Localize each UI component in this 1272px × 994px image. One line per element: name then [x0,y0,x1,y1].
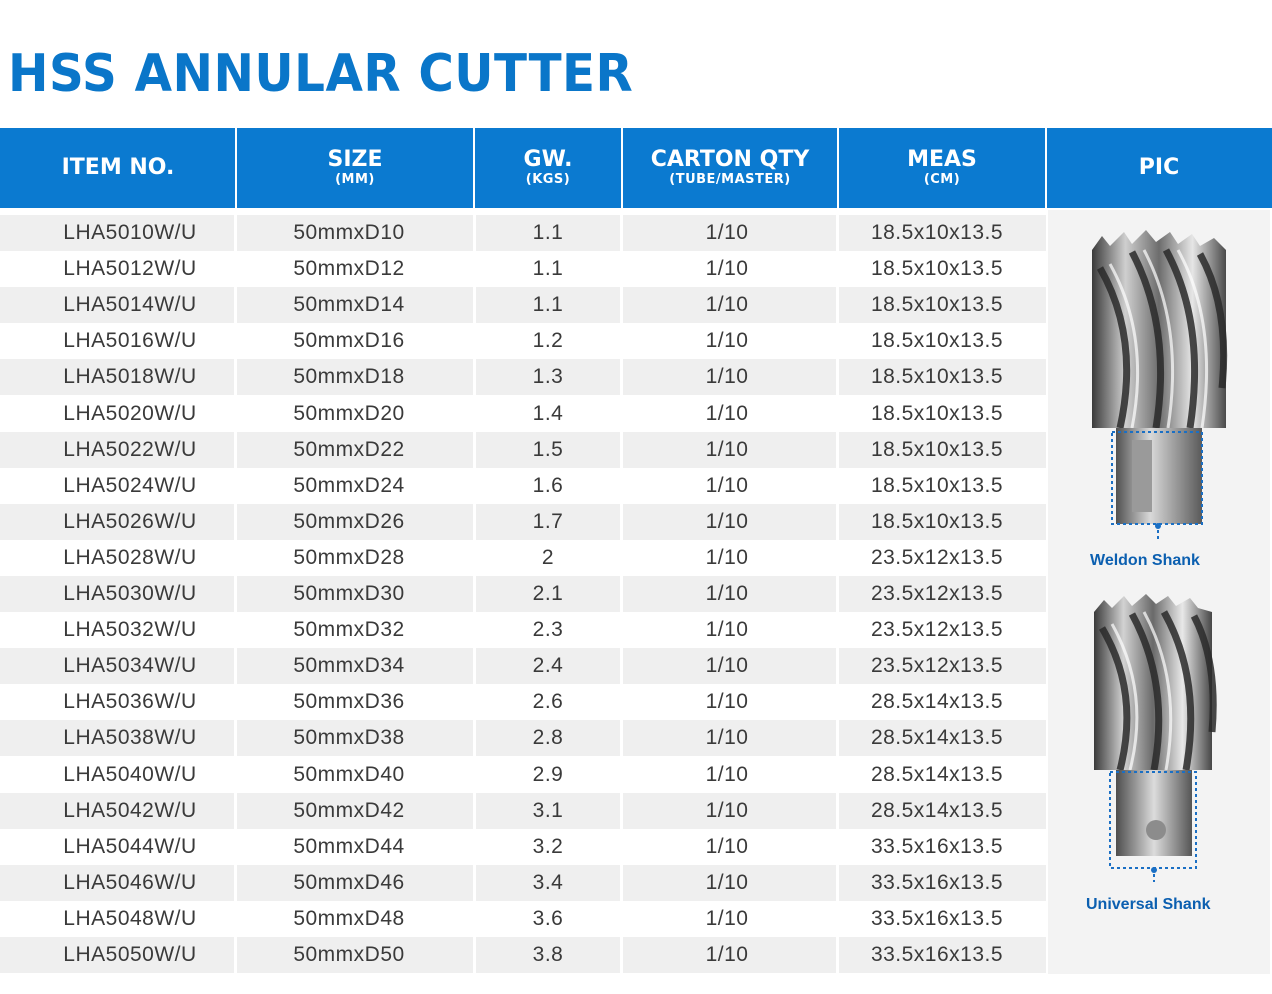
table-header [0,128,1272,208]
column-header-unit: (MM) [335,172,375,187]
table-row [0,432,1046,468]
page-title: HSS ANNULAR CUTTER [8,44,634,104]
meas-cell: 23.5x12x13.5 [870,582,1004,605]
carton-qty-cell: 1/10 [705,329,749,353]
item-no-cell: LHA5014W/U [63,293,197,317]
carton-qty-cell: 1/10 [705,545,749,569]
meas-cell: 18.5x10x13.5 [870,473,1004,497]
meas-cell: 18.5x10x13.5 [870,221,1004,244]
size-cell: 50mmxD32 [293,618,405,642]
column-header-unit: (KGS) [525,172,571,187]
meas-cell: 18.5x10x13.5 [870,329,1004,353]
table-row [0,865,1046,901]
gw-cell: 3.4 [532,870,564,894]
table-row [0,720,1046,756]
meas-cell: 23.5x12x13.5 [870,618,1004,642]
item-no-cell: LHA5030W/U [63,582,197,605]
column-header-unit: (TUBE/MASTER) [669,172,791,187]
item-no-cell: LHA5050W/U [63,943,197,966]
column-header-label: ITEM NO. [61,155,175,180]
item-no-cell: LHA5036W/U [63,690,197,714]
gw-cell: 3.8 [532,943,564,966]
header-divider [1045,128,1047,208]
meas-cell: 18.5x10x13.5 [870,365,1004,389]
column-header-label: PIC [1138,155,1180,180]
table-row [0,504,1046,540]
meas-cell: 28.5x14x13.5 [870,798,1004,822]
column-divider [836,210,839,974]
meas-cell: 23.5x12x13.5 [870,545,1004,569]
table-row [0,468,1046,504]
size-cell: 50mmxD28 [293,545,405,569]
carton-qty-cell: 1/10 [705,293,749,317]
column-header-label: SIZE [327,147,383,172]
column-header-size [236,128,474,208]
carton-qty-cell: 1/10 [705,798,749,822]
universal-shank-cutter-icon [1084,592,1224,882]
carton-qty-cell: 1/10 [705,906,749,930]
universal-shank-caption: Universal Shank [1086,896,1211,913]
carton-qty-cell: 1/10 [705,654,749,678]
gw-cell: 2.8 [532,726,564,750]
table-row [0,576,1046,612]
item-no-cell: LHA5042W/U [63,798,197,822]
carton-qty-cell: 1/10 [705,509,749,533]
item-no-cell: LHA5022W/U [63,437,197,461]
gw-cell: 1.7 [532,509,564,533]
carton-qty-cell: 1/10 [705,943,749,966]
item-no-cell: LHA5012W/U [63,257,197,281]
table-row [0,396,1046,432]
meas-cell: 18.5x10x13.5 [870,509,1004,533]
column-divider [620,210,623,974]
table-row [0,829,1046,865]
item-no-cell: LHA5024W/U [63,473,197,497]
carton-qty-cell: 1/10 [705,870,749,894]
table-row [0,323,1046,359]
carton-qty-cell: 1/10 [705,618,749,642]
column-divider [473,210,476,974]
size-cell: 50mmxD34 [293,654,405,678]
carton-qty-cell: 1/10 [705,437,749,461]
item-no-cell: LHA5038W/U [63,726,197,750]
meas-cell: 33.5x16x13.5 [870,906,1004,930]
gw-cell: 3.2 [532,834,564,858]
item-no-cell: LHA5046W/U [63,870,197,894]
table-row [0,215,1046,251]
size-cell: 50mmxD12 [293,257,405,281]
meas-cell: 33.5x16x13.5 [870,870,1004,894]
table-row [0,937,1046,973]
gw-cell: 1.1 [532,221,564,244]
carton-qty-cell: 1/10 [705,834,749,858]
size-cell: 50mmxD14 [293,293,405,317]
gw-cell: 2.9 [532,762,564,786]
table-row [0,612,1046,648]
carton-qty-cell: 1/10 [705,257,749,281]
table-row [0,359,1046,395]
item-no-cell: LHA5026W/U [63,509,197,533]
item-no-cell: LHA5048W/U [63,906,197,930]
item-no-cell: LHA5034W/U [63,654,197,678]
table-row [0,793,1046,829]
size-cell: 50mmxD20 [293,401,405,425]
carton-qty-cell: 1/10 [705,221,749,244]
carton-qty-cell: 1/10 [705,582,749,605]
column-divider [234,210,237,974]
carton-qty-cell: 1/10 [705,401,749,425]
column-header-item-no [0,128,236,208]
size-cell: 50mmxD30 [293,582,405,605]
meas-cell: 28.5x14x13.5 [870,690,1004,714]
table-row [0,684,1046,720]
gw-cell: 1.4 [532,401,564,425]
item-no-cell: LHA5016W/U [63,329,197,353]
table-row [0,287,1046,323]
gw-cell: 2.3 [532,618,564,642]
table-row [0,757,1046,793]
column-header-meas [838,128,1046,208]
column-header-unit: (CM) [923,172,961,187]
size-cell: 50mmxD42 [293,798,405,822]
gw-cell: 1.1 [532,293,564,317]
column-header-label: CARTON QTY [650,147,810,172]
size-cell: 50mmxD48 [293,906,405,930]
column-header-label: GW. [523,147,573,172]
column-header-gw [474,128,622,208]
carton-qty-cell: 1/10 [705,690,749,714]
size-cell: 50mmxD26 [293,509,405,533]
size-cell: 50mmxD40 [293,762,405,786]
header-divider [837,128,839,208]
size-cell: 50mmxD38 [293,726,405,750]
size-cell: 50mmxD44 [293,834,405,858]
carton-qty-cell: 1/10 [705,473,749,497]
meas-cell: 18.5x10x13.5 [870,293,1004,317]
table-row [0,540,1046,576]
item-no-cell: LHA5032W/U [63,618,197,642]
item-no-cell: LHA5020W/U [63,401,197,425]
meas-cell: 28.5x14x13.5 [870,762,1004,786]
meas-cell: 28.5x14x13.5 [870,726,1004,750]
size-cell: 50mmxD18 [293,365,405,389]
carton-qty-cell: 1/10 [705,762,749,786]
gw-cell: 2.6 [532,690,564,714]
table-row [0,251,1046,287]
gw-cell: 2 [541,545,555,569]
gw-cell: 1.6 [532,473,564,497]
gw-cell: 1.1 [532,257,564,281]
gw-cell: 1.2 [532,329,564,353]
size-cell: 50mmxD46 [293,870,405,894]
size-cell: 50mmxD50 [293,943,405,966]
meas-cell: 18.5x10x13.5 [870,437,1004,461]
weldon-shank-cutter-icon [1080,228,1240,540]
item-no-cell: LHA5040W/U [63,762,197,786]
weldon-shank-caption: Weldon Shank [1090,552,1200,569]
meas-cell: 33.5x16x13.5 [870,834,1004,858]
carton-qty-cell: 1/10 [705,726,749,750]
gw-cell: 3.1 [532,798,564,822]
meas-cell: 18.5x10x13.5 [870,401,1004,425]
meas-cell: 18.5x10x13.5 [870,257,1004,281]
header-divider [621,128,623,208]
gw-cell: 2.4 [532,654,564,678]
gw-cell: 2.1 [532,582,564,605]
column-header-carton-qty [622,128,838,208]
header-divider [473,128,475,208]
column-header-label: MEAS [907,147,977,172]
item-no-cell: LHA5018W/U [63,365,197,389]
gw-cell: 1.3 [532,365,564,389]
gw-cell: 1.5 [532,437,564,461]
column-header-pic [1046,128,1272,208]
item-no-cell: LHA5028W/U [63,545,197,569]
carton-qty-cell: 1/10 [705,365,749,389]
table-row [0,648,1046,684]
item-no-cell: LHA5044W/U [63,834,197,858]
header-divider [235,128,237,208]
table-row [0,901,1046,937]
meas-cell: 33.5x16x13.5 [870,943,1004,966]
size-cell: 50mmxD36 [293,690,405,714]
item-no-cell: LHA5010W/U [63,221,197,244]
size-cell: 50mmxD22 [293,437,405,461]
gw-cell: 3.6 [532,906,564,930]
size-cell: 50mmxD16 [293,329,405,353]
size-cell: 50mmxD24 [293,473,405,497]
size-cell: 50mmxD10 [293,221,405,244]
meas-cell: 23.5x12x13.5 [870,654,1004,678]
